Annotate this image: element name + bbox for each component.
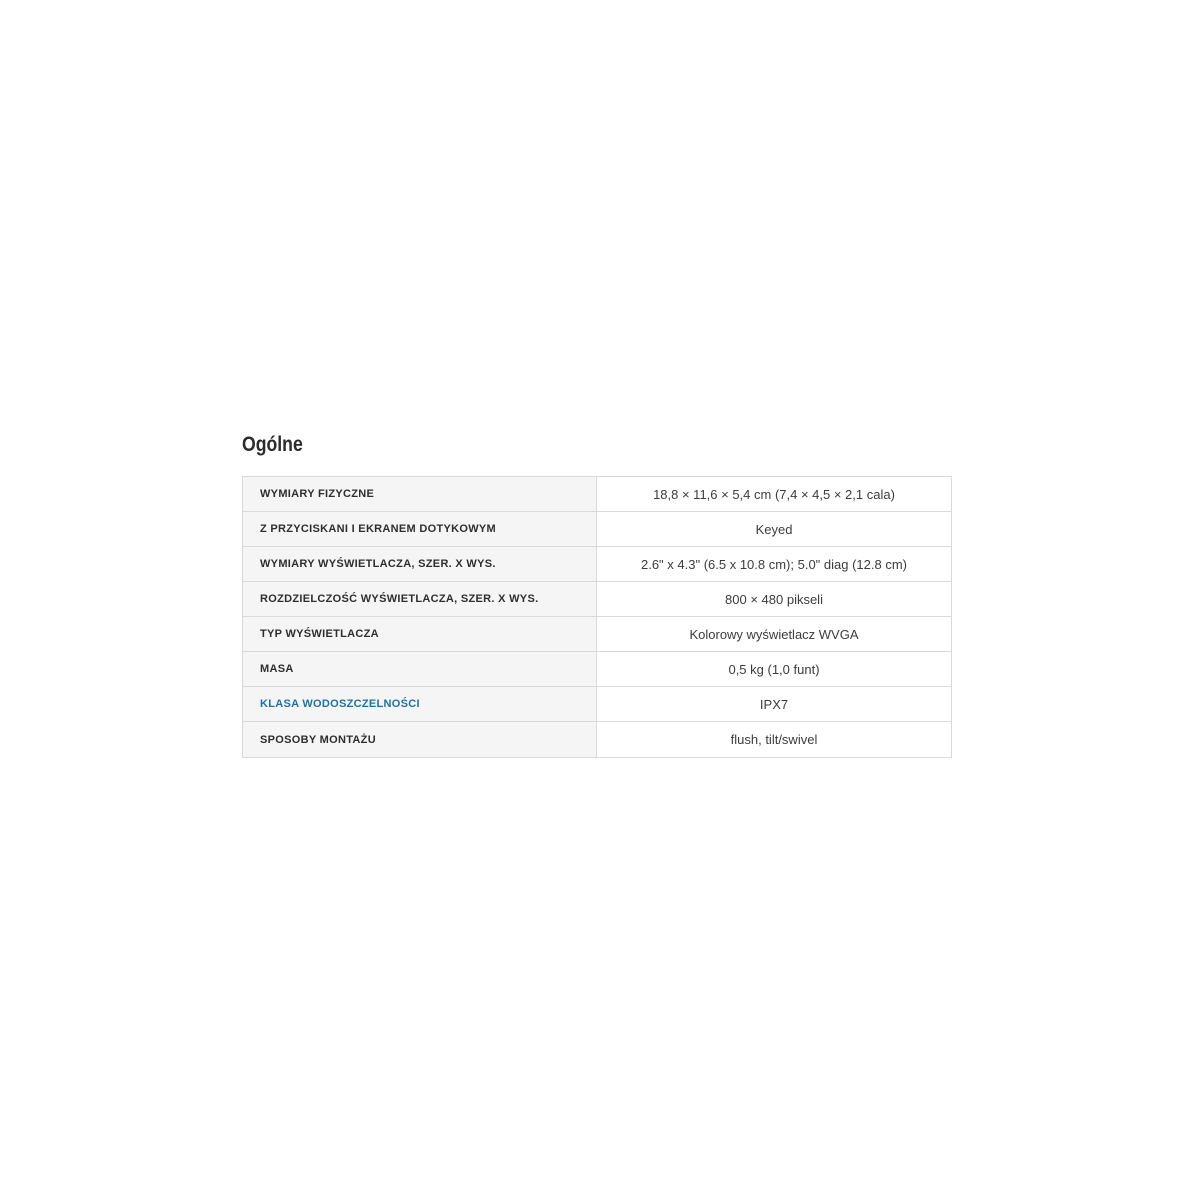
table-row xyxy=(243,652,951,687)
spec-label: ROZDZIELCZOŚĆ WYŚWIETLACZA, SZER. X WYS. xyxy=(243,582,597,616)
spec-value: Kolorowy wyświetlacz WVGA xyxy=(597,617,951,651)
spec-value: 800 × 480 pikseli xyxy=(597,582,951,616)
table-row xyxy=(243,547,951,582)
spec-value: flush, tilt/swivel xyxy=(597,722,951,757)
table-row xyxy=(243,512,951,547)
spec-label: MASA xyxy=(243,652,597,686)
table-row xyxy=(243,617,951,652)
spec-label: Z PRZYCISKANI I EKRANEM DOTYKOWYM xyxy=(243,512,597,546)
table-row xyxy=(243,722,951,757)
section-title: Ogólne xyxy=(242,433,303,456)
spec-value: IPX7 xyxy=(597,687,951,721)
spec-value: 18,8 × 11,6 × 5,4 cm (7,4 × 4,5 × 2,1 cala) xyxy=(597,477,951,511)
spec-label: WYMIARY FIZYCZNE xyxy=(243,477,597,511)
spec-label: SPOSOBY MONTAŻU xyxy=(243,722,597,757)
spec-label: TYP WYŚWIETLACZA xyxy=(243,617,597,651)
table-row xyxy=(243,582,951,617)
spec-label: WYMIARY WYŚWIETLACZA, SZER. X WYS. xyxy=(243,547,597,581)
table-row xyxy=(243,477,951,512)
table-row xyxy=(243,687,951,722)
spec-value: 0,5 kg (1,0 funt) xyxy=(597,652,951,686)
spec-label-link[interactable]: KLASA WODOSZCZELNOŚCI xyxy=(243,687,597,721)
spec-table xyxy=(242,476,952,758)
spec-value: Keyed xyxy=(597,512,951,546)
spec-value: 2.6" x 4.3" (6.5 x 10.8 cm); 5.0" diag (12.8 cm) xyxy=(597,547,951,581)
